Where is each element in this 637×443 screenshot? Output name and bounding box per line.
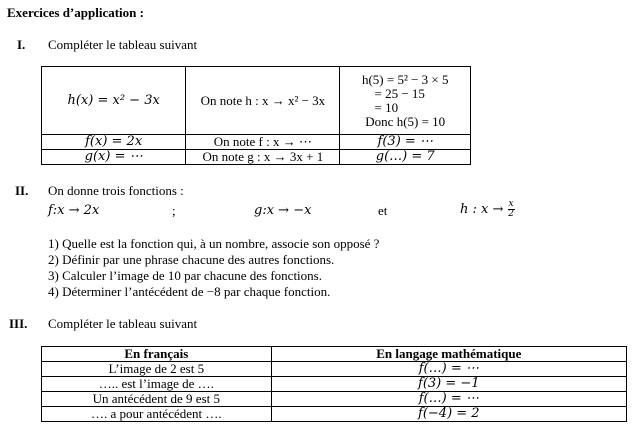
function-g-definition: g:x → −x — [254, 203, 312, 218]
separator: et — [378, 203, 388, 218]
question: 2) Définir par une phrase chacune des autres fonctions. — [48, 252, 335, 267]
table-1-cell: f(3) = ⋯ — [340, 135, 471, 150]
table-1-cell: On note h : x → x² − 3x — [186, 67, 340, 135]
computation-line: = 10 — [374, 99, 399, 115]
function-f-definition: f:x → 2x — [48, 203, 100, 218]
section-3-instruction: Compléter le tableau suivant — [48, 316, 198, 331]
question: 3) Calculer l’image de 10 par chacune des fonctions. — [48, 268, 322, 283]
table-1-cell: g(…) = 7 — [340, 150, 471, 165]
question: 1) Quelle est la fonction qui, à un nombre, associe son opposé ? — [48, 236, 380, 251]
table-1-cell: On note f : x → ⋯ — [186, 135, 340, 150]
table-3-header: En langage mathématique — [271, 347, 626, 362]
table-3-cell: ….. est l’image de …. — [42, 377, 272, 392]
computation-line: Donc h(5) = 10 — [365, 113, 446, 129]
table-3-cell: f(−4) = 2 — [271, 407, 626, 422]
fraction-denominator: 2 — [508, 209, 514, 219]
fraction-numerator: x — [508, 199, 514, 209]
section-1-instruction: Compléter le tableau suivant — [48, 37, 198, 52]
computation-line: h(5) = 5² − 3 × 5 — [361, 71, 449, 87]
question: 4) Déterminer l’antécédent de −8 par chaque fonction. — [48, 284, 331, 299]
table-3-cell: f(3) = −1 — [271, 377, 626, 392]
table-1 — [41, 66, 471, 165]
page-title: Exercices d’application : — [7, 5, 144, 20]
table-3 — [41, 346, 627, 422]
fraction — [508, 200, 515, 219]
table-3-header: En français — [42, 347, 272, 362]
table-3-cell: …. a pour antécédent …. — [42, 407, 272, 422]
function-h-prefix: h : x → — [460, 202, 508, 217]
table-3-cell: Un antécédent de 9 est 5 — [42, 392, 272, 407]
separator: ; — [172, 203, 176, 218]
table-3-cell: f(…) = ⋯ — [271, 392, 626, 407]
table-1-cell: h(x) = x² − 3x — [42, 67, 186, 135]
section-2-number: II. — [15, 183, 29, 198]
section-1-number: I. — [17, 37, 26, 52]
computation-cell — [340, 67, 471, 135]
questions-list — [48, 236, 379, 300]
function-h-definition — [460, 200, 515, 219]
table-1-cell: g(x) = ⋯ — [42, 150, 186, 165]
computation-line: = 25 − 15 — [374, 85, 425, 101]
table-3-cell: L’image de 2 est 5 — [42, 362, 272, 377]
table-3-cell: f(…) = ⋯ — [271, 362, 626, 377]
table-1-cell: f(x) = 2x — [42, 135, 186, 150]
section-2-intro: On donne trois fonctions : — [48, 183, 184, 198]
table-1-cell: On note g : x → 3x + 1 — [186, 150, 340, 165]
section-3-number: III. — [9, 316, 28, 331]
